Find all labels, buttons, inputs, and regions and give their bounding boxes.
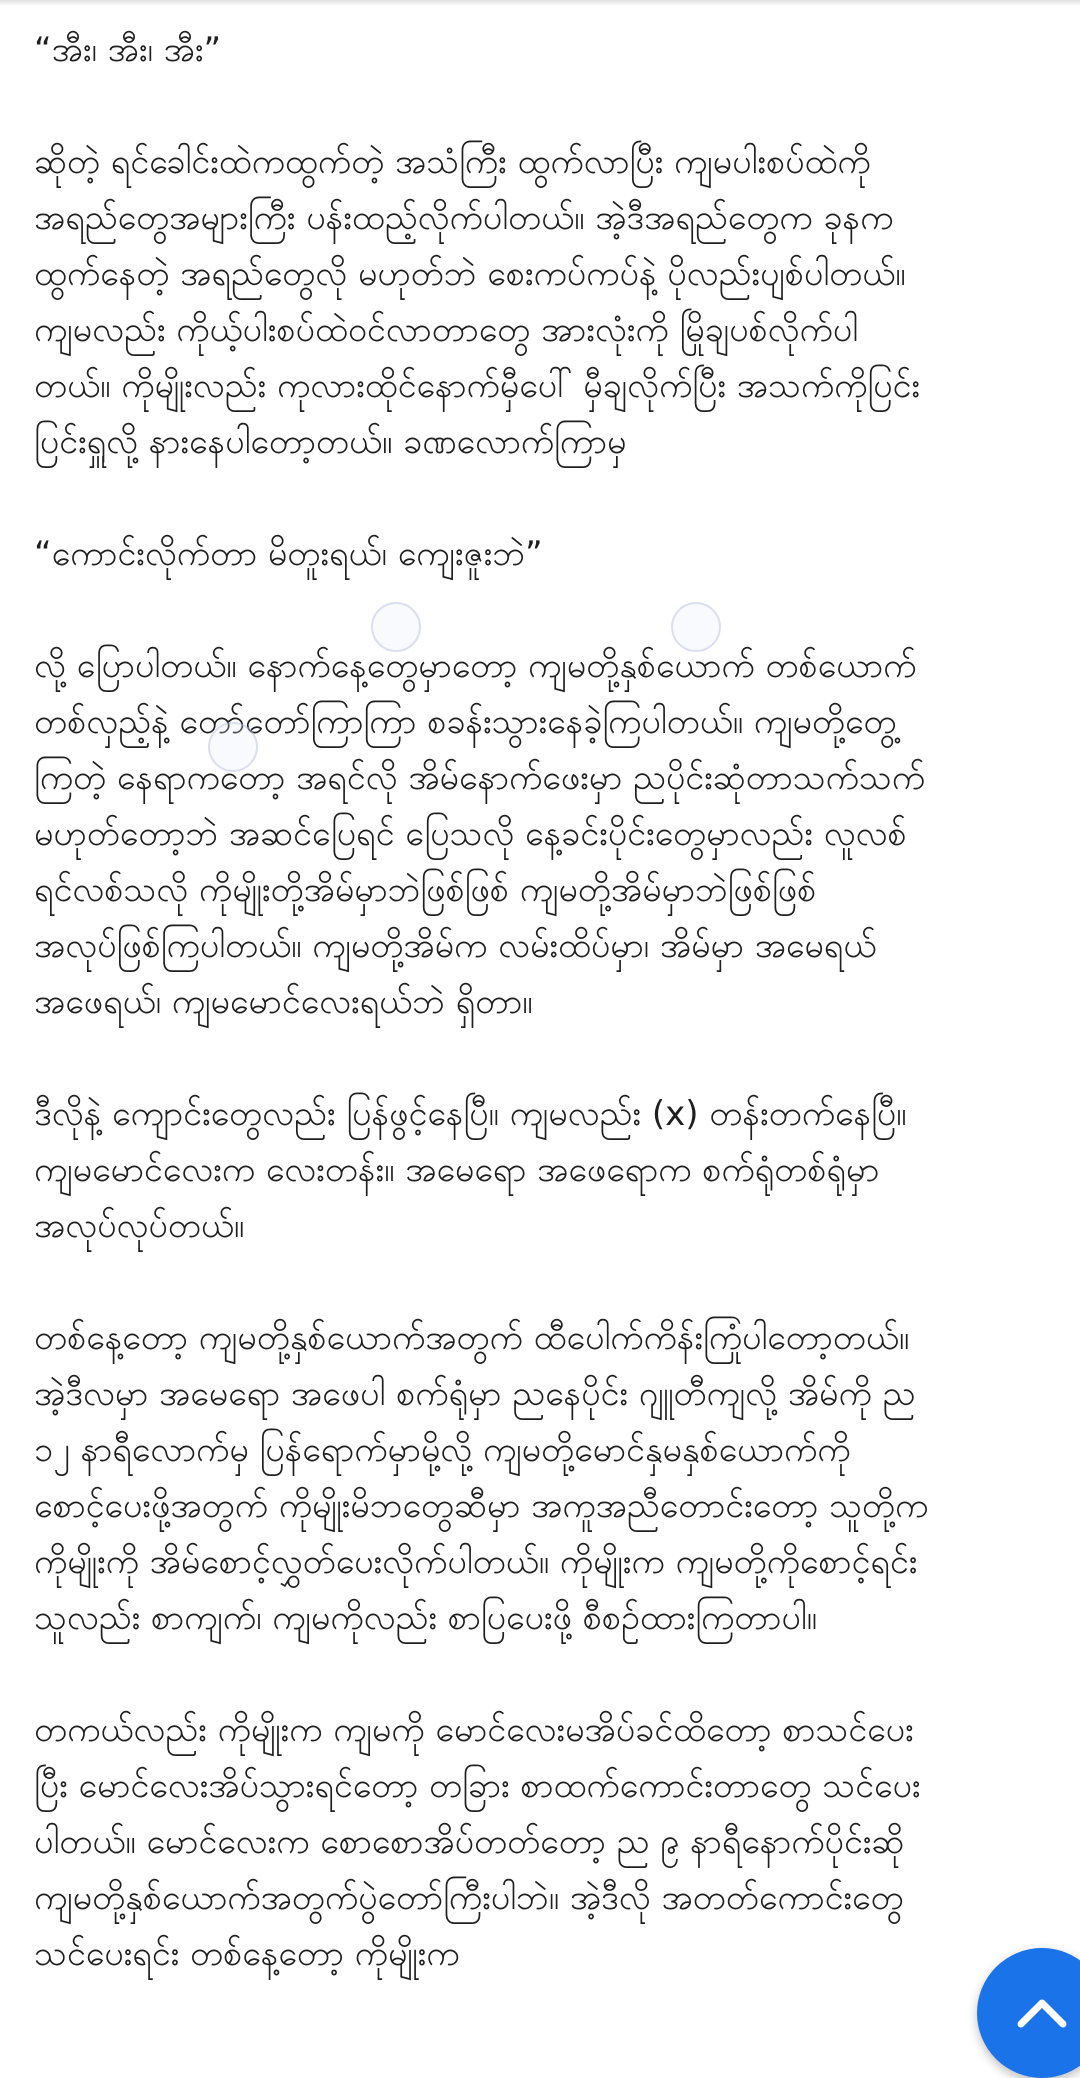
article-paragraph: “အီး၊ အီး၊ အီး” xyxy=(34,30,222,70)
article-paragraph: တစ်နေ့တော့ ကျမတို့နှစ်ယောက်အတွက် ထီပေါက်ကိန်းကြုံပါတော့တယ်။ အဲ့ဒီလမှာ အမေရော အဖေပါ စက်ရုံမှာ ညနေပိုင်း ဂျူတီကျလို့ အိမ်ကို ည ၁၂ နာရီလောက်မှ ပြန်ရောက်မှာမို့လို့ ကျမတို့မောင်နှမနှစ်ယောက်ကို စောင့်ပေးဖို့အတွက် ကိုမျိုးမိဘတွေဆီမှာ အကူအညီတောင်းတော့ သူတို့က ကိုမျိုးကို အိမ်စောင့်လွှတ်ပေးလိုက်ပါတယ်။ ကိုမျိုးက ကျမတို့ကိုစောင့်ရင်း သူလည်း စာကျက်၊ ကျမကိုလည်း စာပြပေးဖို့ စီစဉ်ထားကြတာပါ။ xyxy=(34,1318,929,1638)
article-paragraph: ဒီလိုနဲ့ ကျောင်းတွေလည်း ပြန်ဖွင့်နေပြီ။ ကျမလည်း (x) တန်းတက်နေပြီ။ ကျမမောင်လေးက လေးတန်း။ အမေရော အဖေရောက စက်ရုံတစ်ရုံမှာ အလုပ်လုပ်တယ်။ xyxy=(34,1094,907,1246)
top-shadow xyxy=(0,0,1080,6)
article-paragraph: ဆိုတဲ့ ရင်ခေါင်းထဲကထွက်တဲ့ အသံကြီး ထွက်လာပြီး ကျမပါးစပ်ထဲကို အရည်တွေအများကြီး ပန်းထည့်လိုက်ပါတယ်။ အဲ့ဒီအရည်တွေက ခုနက ထွက်နေတဲ့ အရည်တွေလို မဟုတ်ဘဲ စေးကပ်ကပ်နဲ့ ပိုလည်းပျစ်ပါတယ်။ ကျမလည်း ကိုယ့်ပါးစပ်ထဲဝင်လာတာတွေ အားလုံးကို မြိုချပစ်လိုက်ပါ တယ်။ ကိုမျိုးလည်း ကုလားထိုင်နောက်မှီပေါ် မှီချလိုက်ပြီး အသက်ကိုပြင်း ပြင်းရှူလို့ နားနေပါတော့တယ်။ ခဏလောက်ကြာမှ xyxy=(34,142,921,462)
article-paragraph: တကယ်လည်း ကိုမျိုးက ကျမကို မောင်လေးမအိပ်ခင်ထိတော့ စာသင်ပေး ပြီး မောင်လေးအိပ်သွားရင်တော့ တခြား စာထက်ကောင်းတာတွေ သင်ပေး ပါတယ်။ မောင်လေးက စောစောအိပ်တတ်တော့ ည ၉ နာရီနောက်ပိုင်းဆို ကျမတို့နှစ်ယောက်အတွက်ပွဲတော်ကြီးပါဘဲ။ အဲ့ဒီလို အတတ်ကောင်းတွေ သင်ပေးရင်း တစ်နေ့တော့ ကိုမျိုးက xyxy=(34,1710,921,1974)
article-body xyxy=(34,22,1054,2038)
chevron-up-icon xyxy=(1007,1978,1077,2048)
article-paragraph: “ကောင်းလိုက်တာ မိတူးရယ်၊ ကျေးဇူးဘဲ” xyxy=(34,534,543,574)
article-paragraph: လို့ ပြောပါတယ်။ နောက်နေ့တွေမှာတော့ ကျမတို့နှစ်ယောက် တစ်ယောက် တစ်လှည့်နဲ့ တော်တော်ကြာကြာ စခန်းသွားနေခဲ့ကြပါတယ်။ ကျမတို့တွေ့ ကြတဲ့ နေရာကတော့ အရင်လို အိမ်နောက်ဖေးမှာ ညပိုင်းဆုံတာသက်သက် မဟုတ်တော့ဘဲ အဆင်ပြေရင် ပြေသလို နေ့ခင်းပိုင်းတွေမှာလည်း လူလစ် ရင်လစ်သလို ကိုမျိုးတို့အိမ်မှာဘဲဖြစ်ဖြစ် ကျမတို့အိမ်မှာဘဲဖြစ်ဖြစ် အလုပ်ဖြစ်ကြပါတယ်။ ကျမတို့အိမ်က လမ်းထိပ်မှာ၊ အိမ်မှာ အမေရယ် အဖေရယ်၊ ကျမမောင်လေးရယ်ဘဲ ရှိတာ။ xyxy=(34,646,926,1022)
